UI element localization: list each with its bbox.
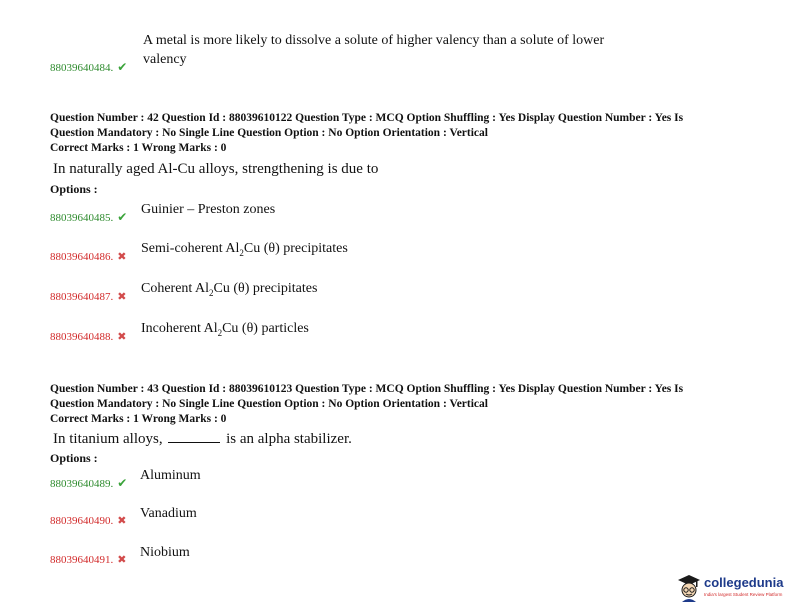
q42-option-4-text: Incoherent $Al_2Cu$ (θ) particles xyxy=(141,321,309,338)
q43-meta-line1: Question Number : 43 Question Id : 88039610123 Question Type : MCQ Option Shuffling : Yes Display Question Number : Yes Is xyxy=(50,383,684,395)
q43-option-3-text: Niobium xyxy=(140,545,190,560)
q42-option-1-id xyxy=(50,210,127,225)
logo-name: collegedunia xyxy=(704,575,784,590)
logo-tagline: India's largest Student Review Platform xyxy=(704,592,783,597)
check-icon: ✔ xyxy=(117,476,128,490)
q43-marks: Correct Marks : 1 Wrong Marks : 0 xyxy=(50,413,227,425)
q42-question-text: In naturally aged Al-Cu alloys, strengthening is due to xyxy=(53,161,379,177)
option-id-label: 88039640488. xyxy=(50,331,114,343)
q43-option-1-text: Aluminum xyxy=(140,468,201,483)
q42-option-2-id xyxy=(50,250,126,263)
answer-blank xyxy=(168,430,220,443)
option-id-label: 88039640487. xyxy=(50,291,114,303)
q43-option-3-id xyxy=(50,553,126,566)
graduate-mascot-icon xyxy=(676,572,702,602)
q42-meta-line1: Question Number : 42 Question Id : 88039610122 Question Type : MCQ Option Shuffling : Yes Display Question Number : Yes Is xyxy=(50,112,684,124)
check-icon: ✔ xyxy=(117,60,128,74)
q41-option-id xyxy=(50,60,127,75)
q42-option-3-text: Coherent $Al_2Cu$ (θ) precipitates xyxy=(141,281,318,298)
q43-options-label: Options : xyxy=(50,451,98,465)
cross-icon: ✖ xyxy=(117,291,127,303)
q42-option-2-text: Semi-coherent $Al_2Cu$ (θ) precipitates xyxy=(141,241,348,258)
q43-option-2-id xyxy=(50,514,126,527)
option-id-label: 88039640484. xyxy=(50,62,114,74)
option-id-label: 88039640489. xyxy=(50,478,114,490)
check-icon: ✔ xyxy=(117,210,128,224)
q43-meta-line2: Question Mandatory : No Single Line Question Option : No Option Orientation : Vertical xyxy=(50,398,488,410)
q41-option-text-line1: A metal is more likely to dissolve a solute of higher valency than a solute of lower xyxy=(143,33,605,48)
cross-icon: ✖ xyxy=(117,554,127,566)
q42-option-4-id xyxy=(50,330,126,343)
collegedunia-logo xyxy=(676,572,788,604)
q42-meta-line2: Question Mandatory : No Single Line Question Option : No Option Orientation : Vertical xyxy=(50,127,488,139)
q41-option-text-line2: valency xyxy=(143,52,187,67)
option-id-label: 88039640486. xyxy=(50,251,114,263)
cross-icon: ✖ xyxy=(117,331,127,343)
q42-option-3-id xyxy=(50,290,126,303)
q43-option-2-text: Vanadium xyxy=(140,506,197,521)
q42-option-1-text: Guinier – Preston zones xyxy=(141,202,276,217)
cross-icon: ✖ xyxy=(117,515,127,527)
q42-options-label: Options : xyxy=(50,182,98,196)
option-id-label: 88039640491. xyxy=(50,554,114,566)
q43-question-text: In titanium alloys, is an alpha stabilizer. xyxy=(53,431,352,447)
option-id-label: 88039640490. xyxy=(50,515,114,527)
q43-option-1-id xyxy=(50,476,127,491)
option-id-label: 88039640485. xyxy=(50,212,114,224)
q42-marks: Correct Marks : 1 Wrong Marks : 0 xyxy=(50,142,227,154)
cross-icon: ✖ xyxy=(117,251,127,263)
